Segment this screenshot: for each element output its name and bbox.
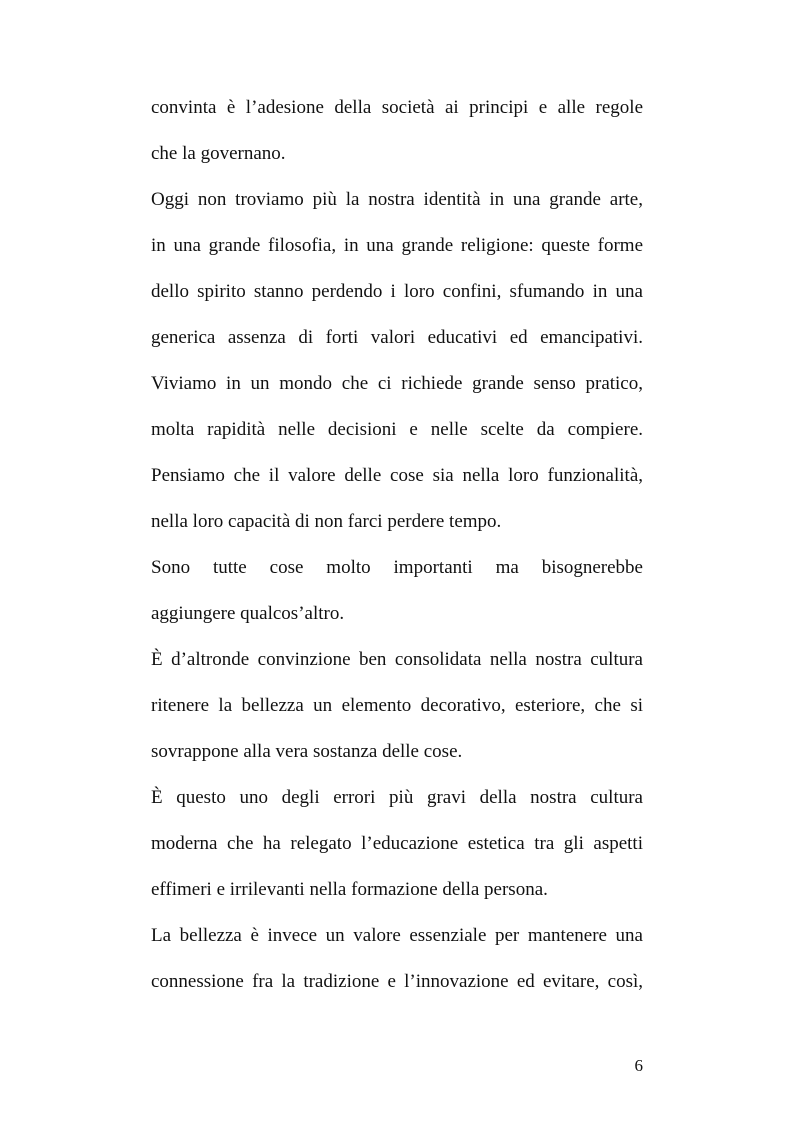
text-line-15: sovrappone alla vera sostanza delle cose.: [151, 741, 463, 762]
text-line-13: È d’altronde convinzione ben consolidata nella nostra cultura: [151, 649, 643, 670]
page-number: 6: [634, 1056, 643, 1075]
text-line-14: ritenere la bellezza un elemento decorativo, esteriore, che si: [151, 695, 643, 716]
text-line-17: moderna che ha relegato l’educazione estetica tra gli aspetti: [151, 833, 643, 854]
text-line-6: generica assenza di forti valori educativi ed emancipativi.: [151, 327, 643, 348]
text-line-19: La bellezza è invece un valore essenziale per mantenere una: [151, 925, 643, 946]
text-line-18: effimeri e irrilevanti nella formazione della persona.: [151, 879, 548, 900]
text-line-5: dello spirito stanno perdendo i loro confini, sfumando in una: [151, 281, 643, 302]
text-line-20: connessione fra la tradizione e l’innovazione ed evitare, così,: [151, 971, 643, 992]
text-line-11: Sono tutte cose molto importanti ma bisognerebbe: [151, 557, 643, 578]
text-line-12: aggiungere qualcos’altro.: [151, 603, 345, 624]
text-line-7: Viviamo in un mondo che ci richiede grande senso pratico,: [151, 373, 643, 394]
text-line-2: che la governano.: [151, 143, 286, 164]
text-line-4: in una grande filosofia, in una grande religione: queste forme: [151, 235, 643, 256]
text-line-3: Oggi non troviamo più la nostra identità in una grande arte,: [151, 189, 643, 210]
text-line-8: molta rapidità nelle decisioni e nelle scelte da compiere.: [151, 419, 643, 440]
text-line-10: nella loro capacità di non farci perdere tempo.: [151, 511, 502, 532]
text-line-9: Pensiamo che il valore delle cose sia nella loro funzionalità,: [151, 465, 643, 486]
text-line-1: convinta è l’adesione della società ai principi e alle regole: [151, 97, 643, 118]
text-line-16: È questo uno degli errori più gravi della nostra cultura: [151, 787, 643, 808]
